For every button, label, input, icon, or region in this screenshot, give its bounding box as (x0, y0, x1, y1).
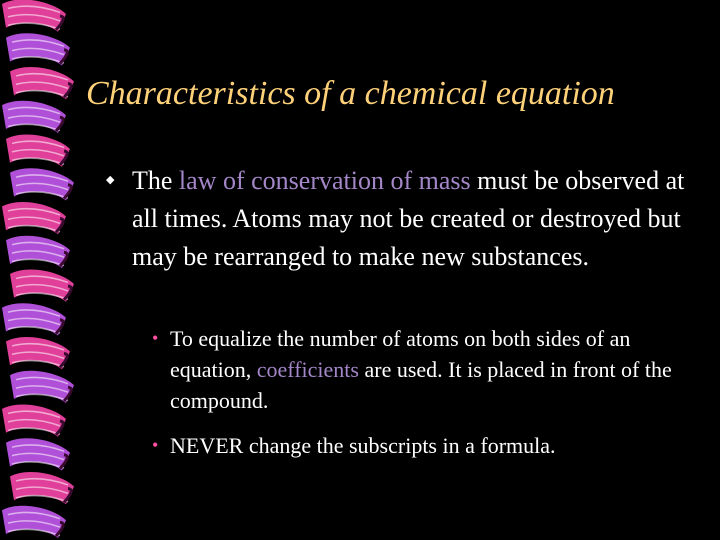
border-segment (10, 371, 74, 403)
border-segment (2, 506, 66, 538)
law-of-conservation-highlight: law of conservation of mass (178, 166, 471, 195)
border-segment (2, 404, 66, 436)
main-bullet-text (132, 162, 698, 276)
dot-bullet-icon: • (152, 328, 159, 348)
sub-bullet-text: NEVER change the subscripts in a formula. (170, 433, 556, 458)
border-segment (10, 472, 74, 504)
coefficients-highlight: coefficients (256, 357, 359, 382)
border-segment (10, 269, 74, 301)
decorative-wave-border (0, 0, 90, 540)
border-segment (6, 134, 70, 166)
border-segment (6, 33, 70, 65)
border-segment (2, 0, 66, 32)
border-segment (6, 438, 70, 470)
diamond-bullet-icon: ◆ (106, 174, 115, 186)
slide-title: Characteristics of a chemical equation (86, 75, 615, 112)
dot-bullet-icon: • (152, 435, 159, 455)
sub-bullet-post: are used. It is placed in front of the compound. (170, 357, 672, 413)
main-bullet-pre: The (132, 166, 179, 195)
border-segment (10, 67, 74, 99)
main-bullet-post: must be observed at all times. Atoms may not be created or destroyed but may be rearranged to make new substances. (132, 166, 685, 271)
border-segment (2, 303, 66, 335)
border-segment (6, 337, 70, 369)
border-segment (10, 168, 74, 200)
border-segment (2, 202, 66, 234)
sub-bullet-text (170, 323, 698, 416)
sub-bullet-pre: To equalize the number of atoms on both sides of an equation, (170, 326, 631, 382)
border-segment (2, 101, 66, 133)
border-segment (6, 236, 70, 268)
